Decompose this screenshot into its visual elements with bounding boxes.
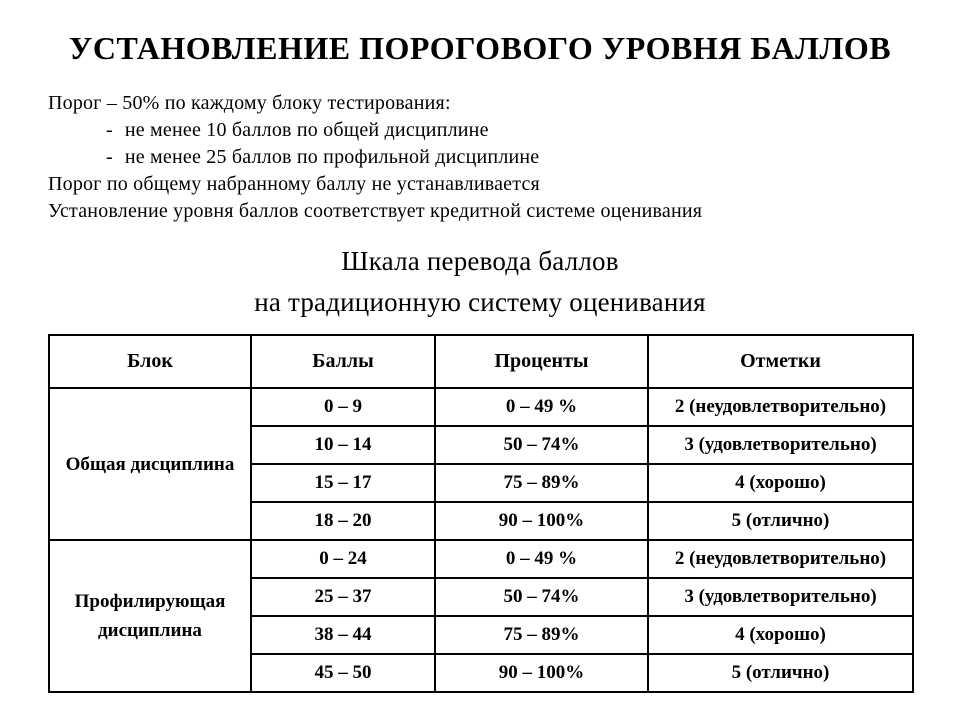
percent-cell: 90 – 100% <box>435 502 648 540</box>
percent-cell: 75 – 89% <box>435 616 648 654</box>
bullet-text: не менее 10 баллов по общей дисциплине <box>124 119 489 141</box>
table-header-row <box>49 335 913 388</box>
percent-cell: 75 – 89% <box>435 464 648 502</box>
mark-cell: 2 (неудовлетворительно) <box>648 540 913 578</box>
percent-cell: 0 – 49 % <box>435 388 648 426</box>
mark-cell: 4 (хорошо) <box>648 464 913 502</box>
bullet-text: не менее 25 баллов по профильной дисциплине <box>124 146 540 168</box>
bullet-profile-discipline <box>48 144 960 171</box>
table-header-percent: Проценты <box>435 335 648 388</box>
mark-cell: 2 (неудовлетворительно) <box>648 388 913 426</box>
mark-cell: 5 (отлично) <box>648 654 913 692</box>
table-header-block: Блок <box>49 335 251 388</box>
mark-cell: 4 (хорошо) <box>648 616 913 654</box>
percent-cell: 0 – 49 % <box>435 540 648 578</box>
intro-line-total-score: Порог по общему набранному баллу не устанавливается <box>48 173 540 195</box>
scores-cell: 38 – 44 <box>251 616 435 654</box>
block-name-cell: Профилирующая дисциплина <box>49 540 251 692</box>
bullet-general-discipline <box>48 117 960 144</box>
percent-cell: 50 – 74% <box>435 578 648 616</box>
intro-line-threshold: Порог – 50% по каждому блоку тестирования: <box>48 92 451 114</box>
scores-cell: 45 – 50 <box>251 654 435 692</box>
percent-cell: 50 – 74% <box>435 426 648 464</box>
scores-cell: 0 – 24 <box>251 540 435 578</box>
table-row <box>49 388 913 426</box>
percent-cell: 90 – 100% <box>435 654 648 692</box>
table-title-line1: Шкала перевода баллов <box>341 246 619 276</box>
page-title: УСТАНОВЛЕНИЕ ПОРОГОВОГО УРОВНЯ БАЛЛОВ <box>68 30 892 66</box>
scores-cell: 25 – 37 <box>251 578 435 616</box>
table-header-scores: Баллы <box>251 335 435 388</box>
mark-cell: 5 (отлично) <box>648 502 913 540</box>
table-title <box>0 241 960 323</box>
mark-cell: 3 (удовлетворительно) <box>648 578 913 616</box>
table-title-line2: на традиционную систему оценивания <box>254 287 706 317</box>
scores-cell: 15 – 17 <box>251 464 435 502</box>
bullet-dash: - <box>106 119 113 141</box>
scores-cell: 18 – 20 <box>251 502 435 540</box>
mark-cell: 3 (удовлетворительно) <box>648 426 913 464</box>
table-header-marks: Отметки <box>648 335 913 388</box>
bullet-dash: - <box>106 146 113 168</box>
scores-cell: 10 – 14 <box>251 426 435 464</box>
table-row <box>49 540 913 578</box>
scores-cell: 0 – 9 <box>251 388 435 426</box>
intro-line-credit-system: Установление уровня баллов соответствует кредитной системе оценивания <box>48 200 703 222</box>
score-conversion-table <box>48 334 914 693</box>
block-name-cell: Общая дисциплина <box>49 388 251 540</box>
intro-paragraph <box>48 90 960 225</box>
